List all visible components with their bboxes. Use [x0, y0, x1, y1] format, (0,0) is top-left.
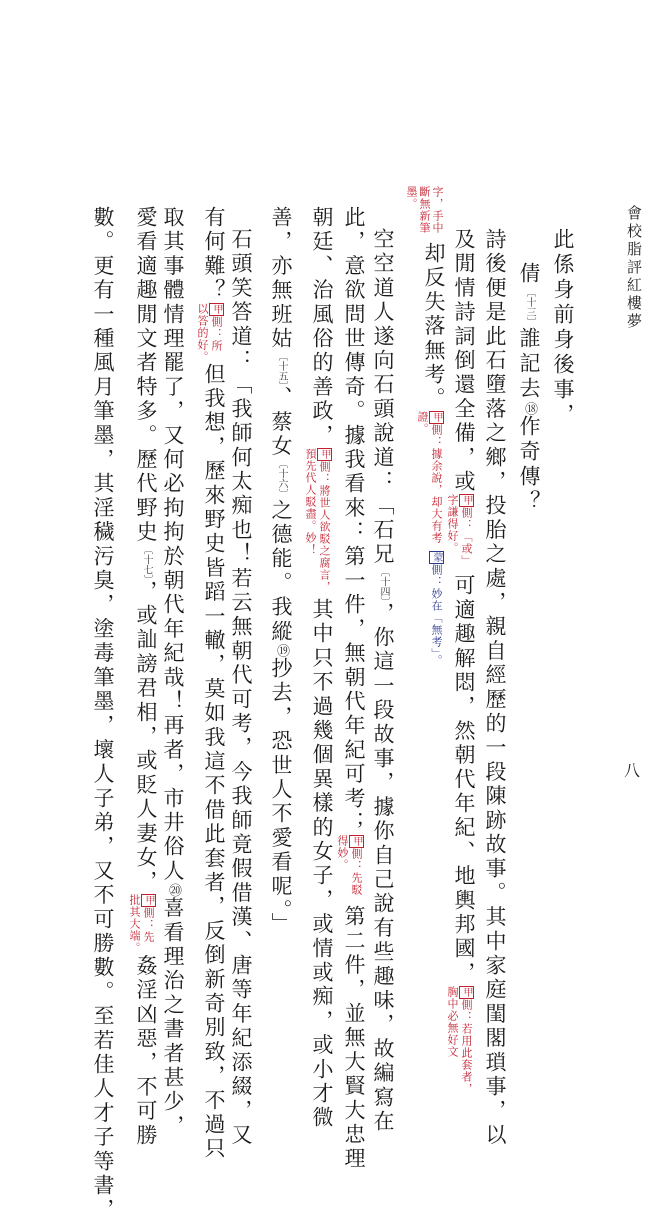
- commentary-jia: [128, 894, 156, 954]
- collation-marker: ⑱: [522, 402, 537, 415]
- verse-text: 誰記去: [517, 327, 541, 402]
- commentary-tag: 蒙: [431, 552, 442, 564]
- book-title-header: 會校脂評紅樓夢: [625, 205, 643, 331]
- footnote-marker: 〔十五〕: [276, 351, 287, 387]
- text-column-4: [372, 228, 393, 1134]
- commentary-continued: 字，手中斷無新筆墨。: [405, 186, 444, 234]
- commentary-text: 側：先批其大端。: [128, 894, 155, 955]
- commentary-jia: [446, 986, 474, 1096]
- commentary-text: 側：先駁得妙。: [336, 835, 363, 897]
- footnote-marker: 〔十七〕: [141, 544, 152, 580]
- text-span: 空空道人遂向石頭說道：「石兄: [371, 228, 395, 567]
- commentary-tag: 甲: [461, 495, 472, 507]
- text-column-9: [196, 206, 224, 1161]
- text-column-2: [446, 228, 474, 1096]
- text-span: 喜看理治之書者甚少，: [161, 896, 185, 1139]
- text-span: 取其事體情理罷了，又何必拘拘於朝代年紀哉！再者，市井俗人: [161, 206, 185, 884]
- commentary-tag: 甲: [319, 449, 330, 460]
- text-span: 朝廷、治風俗的善政，: [310, 206, 334, 448]
- footnote-marker: 〔十四〕: [378, 566, 389, 602]
- commentary-jia: [304, 448, 332, 598]
- text-span: 可適趣解悶，然朝代年紀、地輿邦國，: [452, 574, 476, 986]
- text-span: 姦淫凶惡，不可勝: [134, 954, 158, 1149]
- text-column-6: [304, 206, 332, 1130]
- text-span: 其中只不過幾個異樣的女子，或情或痴，或小才微: [310, 598, 334, 1131]
- text-column-3: [405, 186, 444, 691]
- commentary-tag: 甲: [211, 303, 222, 315]
- commentary-tag: 甲: [431, 412, 442, 424]
- commentary-text: 側：若用此套者，胸中必無好文: [446, 985, 473, 1095]
- verse-text: 作奇傳？: [517, 415, 541, 515]
- text-span: 有何難？: [202, 206, 226, 303]
- commentary-tag: 甲: [461, 986, 472, 998]
- commentary-text: 側：所以答的好。: [196, 302, 223, 363]
- footnote-marker: 〔十六〕: [276, 458, 287, 499]
- commentary-jia: [446, 494, 474, 574]
- text-column-5: [336, 206, 364, 1171]
- text-span: 善，亦無班姑: [269, 206, 293, 352]
- verse-line-2: [518, 262, 539, 515]
- commentary-tag: 甲: [351, 836, 362, 848]
- text-span: 愛看適趣閒文者特多。歷代野史: [134, 206, 158, 545]
- text-column-10: [162, 206, 183, 1139]
- text-span: 却反失落無考。: [422, 242, 446, 412]
- commentary-text: 側：據余說，却大有考證。: [416, 411, 443, 545]
- commentary-text: 側：「或」字謙得好。: [446, 494, 473, 568]
- text-column-12: 數。更有一種風月筆墨，其淫穢污臭，塗毒筆墨，壞人子弟，又不可勝數。至若佳人才子等書，: [91, 206, 115, 1222]
- commentary-text: 側：將世人欲駁之腐言，預先代人駁盡。妙！: [304, 448, 331, 593]
- commentary-jia: [416, 411, 444, 551]
- text-column-11: [128, 206, 156, 1148]
- collation-marker: ⑲: [274, 644, 289, 658]
- text-span: 但我想，歷來野史皆蹈一轍，莫如我這不借此套者，反倒新奇別致，不過只: [202, 362, 226, 1162]
- page-number: 八: [624, 761, 641, 780]
- text-column-7: [270, 206, 291, 937]
- text-column-8: 石頭笑答道：「我師何太痴也！若云無朝代可考，今我師竟假借漢、唐等年紀添綴，又: [229, 228, 253, 1148]
- commentary-tag: 甲: [143, 895, 154, 907]
- text-span: 第二件，並無大賢大忠理: [342, 905, 366, 1172]
- commentary-jia: [196, 303, 224, 363]
- verse-text: 倩: [517, 262, 541, 287]
- text-span: 此，意欲問世傳奇。據我看來：第一件，無朝代年紀可考；: [342, 206, 366, 836]
- text-span: 及閒情詩詞倒還全備，或: [452, 228, 476, 495]
- commentary-text: 側：妙在「無考」。: [430, 564, 443, 667]
- text-span: 抄去，恐世人不愛看呢。」: [269, 657, 293, 937]
- text-span: ，或訕謗君相，或貶人妻女，: [134, 579, 158, 895]
- verse-line-1: 此係身前身後事，: [551, 228, 575, 428]
- footnote-marker: 〔十三〕: [524, 287, 535, 327]
- commentary-jia: [336, 835, 364, 905]
- text-span: ，你這一段故事，據你自己說有些趣味，故編寫在: [371, 601, 395, 1135]
- text-span: 、蔡女: [269, 386, 293, 459]
- collation-marker: ⑳: [166, 883, 181, 897]
- text-span: 之德能。我縱: [269, 498, 293, 645]
- commentary-meng: [429, 551, 444, 691]
- text-column-1: 詩後便是此石墮落之鄉，投胎之處，親自經歷的一段陳跡故事。其中家庭閨閣瑣事，以: [483, 228, 507, 1148]
